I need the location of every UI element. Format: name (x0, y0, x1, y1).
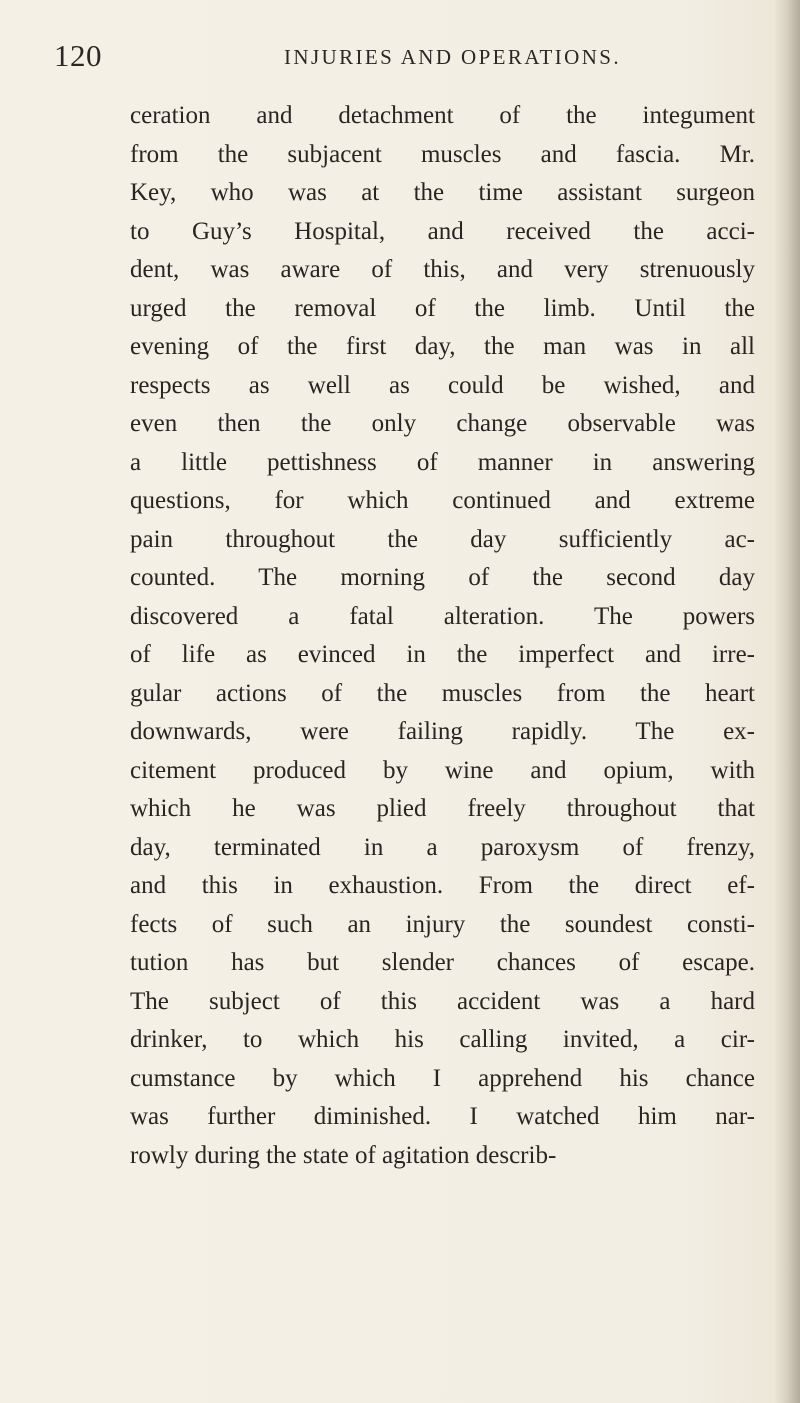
text-line: respects as well as could be wished, and (130, 371, 755, 399)
text-line: discovered a fatal alteration. The powers (130, 602, 755, 630)
text-line: to Guy’s Hospital, and received the acci- (130, 217, 755, 245)
text-line: day, terminated in a paroxysm of frenzy, (130, 833, 755, 861)
text-line: pain throughout the day sufficiently ac- (130, 525, 755, 553)
text-line: a little pettishness of manner in answering (130, 448, 755, 476)
text-line: fects of such an injury the soundest consti- (130, 910, 755, 938)
page-number: 120 (54, 38, 102, 73)
text-line: urged the removal of the limb. Until the (130, 294, 755, 322)
text-line: even then the only change observable was (130, 410, 755, 437)
text-line: of life as evinced in the imperfect and irre- (130, 641, 755, 668)
text-line: gular actions of the muscles from the heart (130, 679, 755, 707)
text-line: downwards, were failing rapidly. The ex- (130, 718, 755, 745)
text-line: citement produced by wine and opium, with (130, 756, 755, 784)
text-line: counted. The morning of the second day (130, 564, 755, 591)
body-text (130, 97, 755, 1175)
text-line: questions, for which continued and extreme (130, 487, 755, 514)
text-line: and this in exhaustion. From the direct ef- (130, 872, 755, 899)
text-line: was further diminished. I watched him nar- (130, 1103, 755, 1130)
page-edge-shadow (774, 0, 800, 1403)
text-line: ceration and detachment of the integument (130, 102, 755, 129)
text-line: which he was plied freely throughout that (130, 795, 755, 822)
text-line: drinker, to which his calling invited, a cir- (130, 1026, 755, 1053)
text-line: cumstance by which I apprehend his chance (130, 1064, 755, 1092)
text-line: from the subjacent muscles and fascia. Mr. (130, 140, 755, 168)
running-head: INJURIES AND OPERATIONS. (284, 45, 622, 69)
text-line: evening of the first day, the man was in all (130, 333, 755, 360)
text-line: tution has but slender chances of escape. (130, 949, 755, 976)
text-line: rowly during the state of agitation describ- (130, 1141, 557, 1169)
text-line: The subject of this accident was a hard (130, 987, 755, 1015)
page-header (0, 38, 800, 78)
text-line: Key, who was at the time assistant surgeon (130, 179, 755, 206)
text-line: dent, was aware of this, and very strenuously (130, 256, 755, 283)
